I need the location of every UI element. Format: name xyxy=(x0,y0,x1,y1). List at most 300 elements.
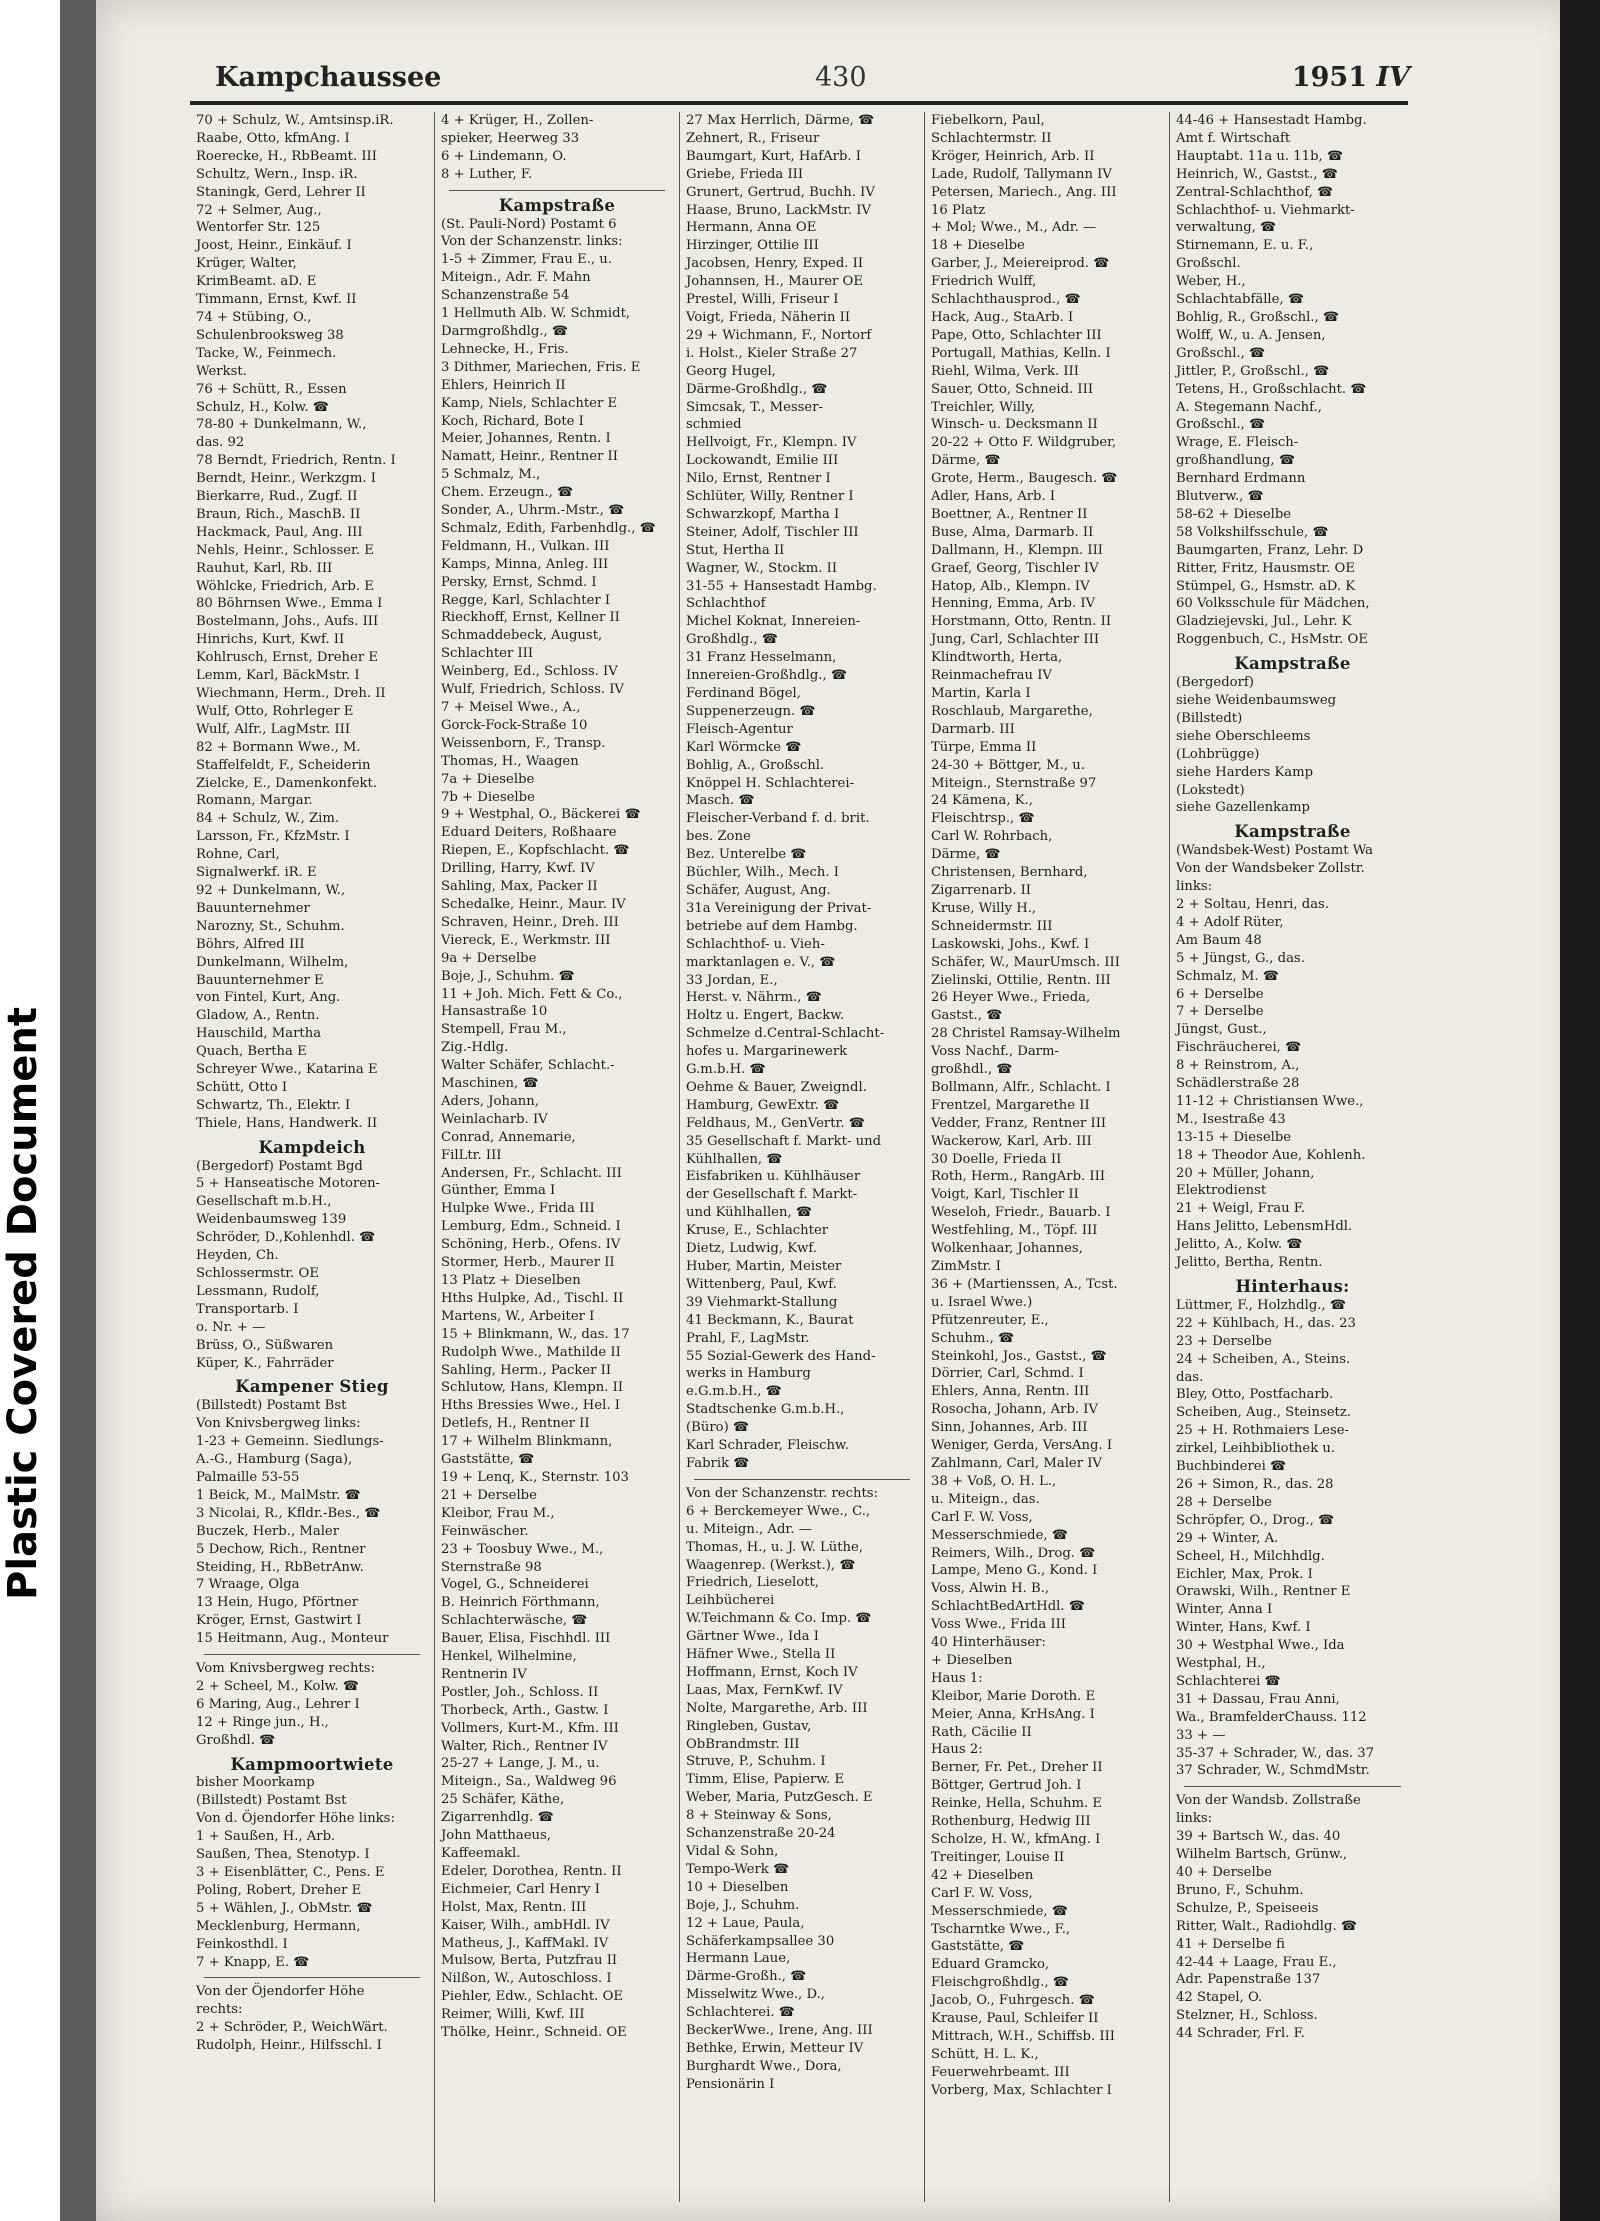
directory-entry: Lehnecke, H., Fris. xyxy=(441,341,569,357)
directory-entry: 28 Christel Ramsay-Wilhelm xyxy=(931,1026,1121,1042)
directory-entry: Werkst. xyxy=(196,363,247,379)
directory-entry: ObBrandmstr. III xyxy=(686,1736,800,1752)
directory-entry: Karl Wörmcke ☎ xyxy=(686,739,802,755)
directory-entry: Kleibor, Frau M., xyxy=(441,1505,555,1521)
directory-entry: 16 Platz xyxy=(931,202,986,218)
directory-entry: Amt f. Wirtschaft xyxy=(1176,130,1291,146)
directory-entry: Ritter, Fritz, Hausmstr. OE xyxy=(1176,560,1355,576)
directory-entry: Rothenburg, Hedwig III xyxy=(931,1814,1091,1830)
directory-entry: Wrage, E. Fleisch- xyxy=(1176,435,1299,451)
header-page-number: 430 xyxy=(815,62,867,93)
directory-entry: Lampe, Meno G., Kond. I xyxy=(931,1563,1098,1579)
directory-entry: Bierkarre, Rud., Zugf. II xyxy=(196,489,358,505)
directory-entry: Bley, Otto, Postfacharb. xyxy=(1176,1387,1334,1403)
directory-entry: 11-12 + Christiansen Wwe., xyxy=(1176,1093,1364,1109)
directory-entry: Gladow, A., Rentn. xyxy=(196,1008,320,1024)
directory-entry: 13 Platz + Dieselben xyxy=(441,1273,581,1288)
directory-entry: Schwarzkopf, Martha I xyxy=(686,506,840,522)
directory-entry: Elektrodienst xyxy=(1176,1183,1267,1199)
directory-entry: Messerschmiede, ☎ xyxy=(931,1527,1069,1543)
directory-entry: Fleischtrsp., ☎ xyxy=(931,811,1035,827)
directory-entry: Tempo-Werk ☎ xyxy=(686,1861,790,1877)
directory-entry: Schultz, Wern., Insp. iR. xyxy=(196,166,358,182)
directory-entry: 6 + Derselbe xyxy=(1176,986,1264,1002)
directory-entry: Schlachthof- u. Viehmarkt- xyxy=(1176,202,1355,218)
directory-entry: Bollmann, Alfr., Schlacht. I xyxy=(931,1079,1111,1095)
directory-entry: (Bergedorf) xyxy=(1176,675,1254,691)
directory-entry: Voss Nachf., Darm- xyxy=(931,1044,1059,1060)
directory-entry: Gaststätte, ☎ xyxy=(931,1939,1025,1955)
directory-entry: Großschl., ☎ xyxy=(1176,417,1266,433)
directory-entry: Roschlaub, Margarethe, xyxy=(931,703,1093,719)
directory-entry: Friedrich Wulff, xyxy=(931,274,1037,290)
directory-entry: Von der Öjendorfer Höhe xyxy=(196,1984,365,2000)
directory-entry: Fleischer-Verband f. d. brit. xyxy=(686,811,870,827)
directory-entry: 24 Kämena, K., xyxy=(931,793,1033,809)
directory-entry: 7 + Derselbe xyxy=(1176,1004,1264,1020)
column-4 xyxy=(925,112,1170,2202)
directory-entry: spieker, Heerweg 33 xyxy=(441,130,580,146)
directory-entry: Vidal & Sohn, xyxy=(686,1844,779,1859)
directory-entry: Darmgroßhdlg., ☎ xyxy=(441,323,569,339)
directory-entry: Martens, W., Arbeiter I xyxy=(441,1308,595,1324)
directory-entry: 30 + Westphal Wwe., Ida xyxy=(1176,1638,1345,1654)
directory-entry: Wagner, W., Stockm. II xyxy=(686,560,838,576)
directory-entry: Sahling, Max, Packer II xyxy=(441,879,598,895)
directory-entry: Schuhm., ☎ xyxy=(931,1330,1015,1346)
directory-entry: 76 + Schütt, R., Essen xyxy=(196,381,347,397)
directory-entry: Hths Hulpke, Ad., Tischl. II xyxy=(441,1290,624,1306)
directory-entry: Joost, Heinr., Einkäuf. I xyxy=(196,238,352,254)
directory-entry: Kröger, Heinrich, Arb. II xyxy=(931,148,1095,164)
directory-entry: + Dieselben xyxy=(931,1652,1013,1668)
directory-entry: Treitinger, Louise II xyxy=(931,1849,1065,1865)
directory-entry: Carl F. W. Voss, xyxy=(931,1509,1033,1525)
directory-entry: Friedrich, Lieselott, xyxy=(686,1575,820,1591)
directory-entry: Vom Knivsbergweg rechts: xyxy=(196,1661,375,1677)
directory-entry: Schlachterei ☎ xyxy=(1176,1673,1281,1689)
directory-entry: bisher Moorkamp xyxy=(196,1775,315,1791)
street-heading: Kampstraße xyxy=(1234,654,1351,674)
directory-entry: 15 Heitmann, Aug., Monteur xyxy=(196,1631,389,1647)
directory-entry: Wilhelm Bartsch, Grünw., xyxy=(1176,1847,1348,1863)
directory-entry: Schütt, H. L. K., xyxy=(931,2046,1039,2062)
directory-entry: 33 Jordan, E., xyxy=(686,972,778,988)
directory-entry: Stelzner, H., Schloss. xyxy=(1176,2008,1318,2024)
directory-entry: Voss, Alwin H. B., xyxy=(931,1581,1050,1597)
directory-entry: Voigt, Karl, Tischler II xyxy=(931,1187,1079,1203)
directory-entry: das. 92 xyxy=(196,435,245,451)
directory-entry: Krause, Paul, Schleifer II xyxy=(931,2011,1099,2027)
directory-entry: Michel Koknat, Innereien- xyxy=(686,614,861,630)
directory-entry: 22 + Kühlbach, H., das. 23 xyxy=(1176,1315,1356,1331)
directory-entry: Stormer, Herb., Maurer II xyxy=(441,1255,615,1271)
directory-entry: 78-80 + Dunkelmann, W., xyxy=(196,417,367,433)
directory-entry: Grote, Herm., Baugesch. ☎ xyxy=(931,471,1118,487)
directory-entry: Jacobsen, Henry, Exped. II xyxy=(686,256,864,272)
directory-entry: Lessmann, Rudolf, xyxy=(196,1283,320,1299)
directory-entry: Eichmeier, Carl Henry I xyxy=(441,1881,600,1897)
directory-entry: Hans Jelitto, LebensmHdl. xyxy=(1176,1219,1353,1235)
header-part: IV xyxy=(1376,62,1410,93)
directory-entry: Zig.-Hdlg. xyxy=(441,1040,509,1056)
directory-entry: Prahl, F., LagMstr. xyxy=(686,1330,810,1346)
directory-entry: Reimers, Wilh., Drog. ☎ xyxy=(931,1545,1096,1561)
directory-entry: Hauptabt. 11a u. 11b, ☎ xyxy=(1176,148,1344,164)
directory-entry: 7 Wraage, Olga xyxy=(196,1577,300,1593)
directory-entry: Schmalz, M. ☎ xyxy=(1176,968,1280,984)
directory-entry: 4 + Krüger, H., Zollen- xyxy=(441,113,594,128)
directory-entry: KrimBeamt. aD. E xyxy=(196,274,317,290)
directory-entry: 19 + Lenq, K., Sternstr. 103 xyxy=(441,1469,629,1485)
directory-entry: Kohlrusch, Ernst, Dreher E xyxy=(196,650,378,666)
directory-entry: Kruse, Willy H., xyxy=(931,900,1037,916)
directory-entry: Schröpfer, O., Drog., ☎ xyxy=(1176,1512,1335,1528)
directory-entry: 70 + Schulz, W., Amtsinsp.iR. xyxy=(196,113,394,128)
directory-entry: Baumgart, Kurt, HafArb. I xyxy=(686,148,861,164)
directory-entry: 15 + Blinkmann, W., das. 17 xyxy=(441,1326,630,1342)
directory-entry: Saußen, Thea, Stenotyp. I xyxy=(196,1847,370,1863)
directory-entry: Adr. Papenstraße 137 xyxy=(1176,1972,1321,1988)
directory-entry: Roerecke, H., RbBeamt. III xyxy=(196,148,377,164)
directory-entry: Winsch- u. Decksmann II xyxy=(931,417,1098,433)
directory-entry: Hths Bressies Wwe., Hel. I xyxy=(441,1398,620,1414)
directory-entry: Rauhut, Karl, Rb. III xyxy=(196,560,333,576)
directory-entry: Hellvoigt, Fr., Klempn. IV xyxy=(686,435,857,451)
directory-entry: 42-44 + Laage, Frau E., xyxy=(1176,1954,1337,1970)
directory-entry: Ringleben, Gustav, xyxy=(686,1718,812,1734)
directory-entry: Gaststätte, ☎ xyxy=(441,1452,535,1468)
directory-entry: Schlachtermstr. II xyxy=(931,130,1052,146)
directory-entry: Frentzel, Margarethe II xyxy=(931,1097,1090,1113)
directory-entry: Holst, Max, Rentn. III xyxy=(441,1899,587,1915)
directory-entry: Bostelmann, Johs., Aufs. III xyxy=(196,614,379,630)
directory-entry: Matheus, J., KaffMakl. IV xyxy=(441,1935,609,1951)
directory-entry: Signalwerkf. iR. E xyxy=(196,865,317,881)
directory-entry: Sahling, Herm., Packer II xyxy=(441,1362,612,1378)
directory-entry: Schmaddebeck, August, xyxy=(441,628,603,644)
directory-entry: Walter, Rich., Rentner IV xyxy=(441,1738,608,1754)
directory-entry: Feinwäscher. xyxy=(441,1523,529,1539)
directory-entry: Thiele, Hans, Handwerk. II xyxy=(196,1115,378,1131)
directory-entry: 5 + Jüngst, G., das. xyxy=(1176,950,1305,966)
header-year xyxy=(1292,62,1410,93)
directory-entry: Wittenberg, Paul, Kwf. xyxy=(686,1276,837,1292)
directory-entry: von Fintel, Kurt, Ang. xyxy=(196,990,341,1006)
directory-entry: Zigarrenarb. II xyxy=(931,882,1032,898)
directory-entry: Küper, K., Fahrräder xyxy=(196,1355,334,1371)
directory-entry: 1 Beick, M., MalMstr. ☎ xyxy=(196,1487,361,1503)
directory-entry: 38 + Voß, O. H. L., xyxy=(931,1473,1057,1489)
directory-entry: Rieckhoff, Ernst, Kellner II xyxy=(441,610,620,626)
directory-entry: Miteign., Adr. F. Mahn xyxy=(441,270,591,286)
directory-entry: i. Holst., Kieler Straße 27 xyxy=(686,345,858,361)
directory-entry: 31 Franz Hesselmann, xyxy=(686,650,837,666)
street-heading: Kampstraße xyxy=(498,195,616,215)
directory-entry: Haus 2: xyxy=(931,1742,983,1758)
directory-entry: Conrad, Annemarie, xyxy=(441,1129,576,1145)
directory-entry: Dörrier, Carl, Schmd. I xyxy=(931,1366,1084,1382)
directory-entry: Piehler, Edw., Schlacht. OE xyxy=(441,1989,624,2005)
directory-entry: 7 + Knapp, E. ☎ xyxy=(196,1954,310,1970)
directory-entry: Winter, Hans, Kwf. I xyxy=(1176,1620,1311,1636)
directory-entry: Hinrichs, Kurt, Kwf. II xyxy=(196,632,345,648)
directory-entry: Struve, P., Schuhm. I xyxy=(686,1754,826,1770)
directory-entry: Schlachthausprod., ☎ xyxy=(931,292,1081,308)
directory-entry: großhandlung, ☎ xyxy=(1176,453,1296,469)
directory-entry: 72 + Selmer, Aug., xyxy=(196,202,322,218)
directory-entry: Weseloh, Friedr., Bauarb. I xyxy=(931,1205,1111,1221)
directory-entry: Fleisch-Agentur xyxy=(686,721,793,737)
directory-entry: Steiding, H., RbBetrAnw. xyxy=(196,1559,364,1575)
directory-entry: Hirzinger, Ottilie III xyxy=(686,238,819,254)
directory-entry: Henkel, Wilhelmine, xyxy=(441,1649,577,1665)
directory-entry: schmied xyxy=(686,417,742,433)
directory-entry: 31-55 + Hansestadt Hambg. xyxy=(686,578,877,594)
directory-entry: Quach, Bertha E xyxy=(196,1044,307,1060)
directory-entry: Tscharntke Wwe., F., xyxy=(931,1921,1071,1937)
directory-entry: Oehme & Bauer, Zweigndl. xyxy=(686,1079,867,1095)
directory-entry: Schanzenstraße 54 xyxy=(441,288,570,304)
street-heading: Kampstraße xyxy=(1234,822,1351,842)
directory-entry: 3 + Eisenblätter, C., Pens. E xyxy=(196,1865,385,1880)
directory-entry: Postler, Joh., Schloss. II xyxy=(441,1684,599,1700)
directory-entry: Hulpke Wwe., Frida III xyxy=(441,1201,595,1217)
directory-entry: Großhdl. ☎ xyxy=(196,1732,276,1748)
directory-entry: Prestel, Willi, Friseur I xyxy=(686,292,839,308)
directory-entry: Schlachterei. ☎ xyxy=(686,2005,796,2021)
directory-entry: Namatt, Heinr., Rentner II xyxy=(441,449,618,465)
directory-entry: 8 + Luther, F. xyxy=(441,166,533,182)
directory-entry: Hack, Aug., StaArb. I xyxy=(931,309,1074,325)
directory-entry: Johannsen, H., Maurer OE xyxy=(686,274,863,290)
directory-entry: Pfützenreuter, E., xyxy=(931,1312,1049,1328)
directory-entry: Kaiser, Wilh., ambHdl. IV xyxy=(441,1917,610,1933)
directory-entry: G.m.b.H. ☎ xyxy=(686,1062,766,1078)
directory-entry: Griebe, Frieda III xyxy=(686,166,804,182)
directory-entry: Walter Schäfer, Schlacht.- xyxy=(441,1058,615,1074)
directory-entry: Boje, J., Schuhm. xyxy=(686,1897,800,1913)
side-label: Plastic Covered Document xyxy=(0,1006,46,1600)
directory-entry: Bohlig, R., Großschl., ☎ xyxy=(1176,309,1340,325)
directory-entry: Boje, J., Schuhm. ☎ xyxy=(441,968,575,984)
directory-entry: Zigarrenhdlg. ☎ xyxy=(441,1810,554,1826)
directory-entry: 92 + Dunkelmann, W., xyxy=(196,882,346,898)
directory-entry: Feuerwehrbeamt. III xyxy=(931,2064,1070,2080)
directory-entry: Fleischgroßhdlg., ☎ xyxy=(931,1975,1070,1991)
directory-entry: Fiebelkorn, Paul, xyxy=(931,113,1045,128)
column-2 xyxy=(435,112,680,2202)
directory-entry: Ehlers, Heinrich II xyxy=(441,377,566,393)
directory-entry: 11 + Joh. Mich. Fett & Co., xyxy=(441,986,623,1002)
directory-entry: (Bergedorf) Postamt Bgd xyxy=(196,1158,363,1174)
directory-entry: Wulf, Otto, Rohrleger E xyxy=(196,703,354,719)
directory-entry: Timm, Elise, Papierw. E xyxy=(686,1772,845,1788)
directory-entry: (Billstedt) Postamt Bst xyxy=(196,1398,347,1414)
directory-entry: 24-30 + Böttger, M., u. xyxy=(931,757,1085,773)
directory-entry: 82 + Bormann Wwe., M. xyxy=(196,739,361,755)
directory-entry: Kaffeemakl. xyxy=(441,1846,521,1861)
directory-entry: Schlachterwäsche, ☎ xyxy=(441,1613,588,1629)
directory-entry: betriebe auf dem Hambg. xyxy=(686,918,858,934)
directory-entry: Zehnert, R., Friseur xyxy=(686,130,820,146)
directory-entry: Edeler, Dorothea, Rentn. II xyxy=(441,1863,622,1879)
directory-entry: Carl W. Rohrbach, xyxy=(931,829,1053,845)
directory-entry: Stadtschenke G.m.b.H., xyxy=(686,1402,845,1418)
directory-entry: Weber, H., xyxy=(1176,274,1246,290)
directory-entry: Narozny, St., Schuhm. xyxy=(196,918,345,934)
directory-entry: 4 + Adolf Rüter, xyxy=(1176,914,1284,930)
directory-entry: 3 Nicolai, R., Kfldr.-Bes., ☎ xyxy=(196,1505,381,1521)
directory-entry: Nehls, Heinr., Schlosser. E xyxy=(196,542,374,558)
directory-entry: 1-5 + Zimmer, Frau E., u. xyxy=(441,252,612,268)
directory-entry: Zielinski, Ottilie, Rentn. III xyxy=(931,972,1111,988)
directory-entry: 39 + Bartsch W., das. 40 xyxy=(1176,1829,1341,1845)
directory-entry: Großschl., ☎ xyxy=(1176,345,1266,361)
directory-entry: Chem. Erzeugn., ☎ xyxy=(441,485,574,501)
directory-entry: 12 + Laue, Paula, xyxy=(686,1915,805,1931)
directory-entry: Schanzenstraße 20-24 xyxy=(686,1826,836,1842)
directory-entry: 40 Hinterhäuser: xyxy=(931,1635,1046,1651)
directory-entry: 13-15 + Dieselbe xyxy=(1176,1129,1292,1145)
directory-entry: Leihbücherei xyxy=(686,1593,775,1609)
directory-entry: Graef, Georg, Tischler IV xyxy=(931,560,1099,576)
directory-entry: Pensionärin I xyxy=(686,2076,775,2092)
directory-entry: Simcsak, T., Messer- xyxy=(686,399,823,415)
directory-entry: Voigt, Frieda, Näherin II xyxy=(686,309,851,325)
directory-entry: Jelitto, A., Kolw. ☎ xyxy=(1176,1237,1303,1253)
directory-entry: Türpe, Emma II xyxy=(931,739,1037,755)
directory-entry: Weinlacharb. IV xyxy=(441,1111,548,1127)
directory-entry: Wulf, Friedrich, Schloss. IV xyxy=(441,682,624,698)
directory-entry: Carl F. W. Voss, xyxy=(931,1885,1033,1901)
directory-entry: Knöppel H. Schlachterei- xyxy=(686,775,855,791)
directory-entry: 27 Max Herrlich, Därme, ☎ xyxy=(686,113,875,128)
directory-entry: Bauunternehmer xyxy=(196,900,310,916)
directory-entry: Schmelze d.Central-Schlacht- xyxy=(686,1026,885,1042)
directory-entry: 6 + Berckemeyer Wwe., C., xyxy=(686,1503,871,1519)
directory-entry: Wiechmann, Herm., Dreh. II xyxy=(196,686,386,701)
directory-entry: Petersen, Mariech., Ang. III xyxy=(931,184,1117,200)
directory-entry: Aders, Johann, xyxy=(441,1093,539,1109)
directory-entry: A. Stegemann Nachf., xyxy=(1176,399,1322,415)
directory-entry: Zentral-Schlachthof, ☎ xyxy=(1176,184,1334,200)
directory-entry: Schulenbrooksweg 38 xyxy=(196,327,344,343)
directory-entry: Nilo, Ernst, Rentner I xyxy=(686,471,831,487)
directory-entry: 37 Schrader, W., SchmdMstr. xyxy=(1176,1763,1370,1779)
directory-entry: 6 + Lindemann, O. xyxy=(441,148,567,164)
directory-entry: Roggenbuch, C., HsMstr. OE xyxy=(1176,632,1368,648)
directory-entry: Lüttmer, F., Holzhdlg., ☎ xyxy=(1176,1297,1347,1313)
directory-entry: Reinmachefrau IV xyxy=(931,668,1052,684)
directory-entry: Eichler, Max, Prok. I xyxy=(1176,1566,1313,1582)
directory-entry: großhdl., ☎ xyxy=(931,1062,1013,1078)
directory-entry: Hauschild, Martha xyxy=(196,1026,322,1042)
directory-entry: 31a Vereinigung der Privat- xyxy=(686,900,872,916)
directory-entry: hofes u. Margarinewerk xyxy=(686,1044,848,1060)
directory-entry: Kühlhallen, ☎ xyxy=(686,1151,783,1167)
directory-entry: 33 + — xyxy=(1176,1727,1226,1743)
directory-entry: 18 + Theodor Aue, Kohlenh. xyxy=(1176,1147,1366,1163)
directory-entry: siehe Weidenbaumsweg xyxy=(1176,693,1337,708)
directory-entry: 12 + Ringe jun., H., xyxy=(196,1714,329,1730)
directory-entry: 41 Beckmann, K., Baurat xyxy=(686,1312,854,1328)
directory-entry: Hamburg, GewExtr. ☎ xyxy=(686,1097,840,1113)
directory-entry: Grunert, Gertrud, Buchh. IV xyxy=(686,184,875,200)
directory-entry: Lemm, Karl, BäckMstr. I xyxy=(196,668,360,684)
directory-entry: Koch, Richard, Bote I xyxy=(441,413,584,429)
directory-entry: 6 Maring, Aug., Lehrer I xyxy=(196,1696,360,1712)
directory-entry: Von d. Öjendorfer Höhe links: xyxy=(196,1811,395,1827)
directory-entry: Jacob, O., Fuhrgesch. ☎ xyxy=(931,1993,1096,2009)
directory-entry: Schreyer Wwe., Katarina E xyxy=(196,1062,378,1078)
directory-entry: Schäfer, August, Ang. xyxy=(686,882,831,898)
directory-entry: Ehlers, Anna, Rentn. III xyxy=(931,1384,1090,1400)
directory-entry: Schlachter III xyxy=(441,646,534,662)
directory-entry: 55 Sozial-Gewerk des Hand- xyxy=(686,1348,876,1364)
directory-entry: 23 + Toosbuy Wwe., M., xyxy=(441,1541,604,1557)
directory-entry: Hermann Laue, xyxy=(686,1951,791,1967)
directory-entry: Raabe, Otto, kfmAng. I xyxy=(196,130,350,146)
directory-entry: siehe Harders Kamp xyxy=(1176,764,1314,780)
directory-entry: Weber, Maria, PutzGesch. E xyxy=(686,1790,873,1806)
directory-entry: M., Isestraße 43 xyxy=(1176,1111,1286,1127)
directory-entry: (Büro) ☎ xyxy=(686,1420,750,1436)
header-street: Kampchaussee xyxy=(215,62,442,93)
directory-entry: 13 Hein, Hugo, Pförtner xyxy=(196,1595,359,1611)
directory-entry: Weinberg, Ed., Schloss. IV xyxy=(441,664,618,680)
directory-entry: Staffelfeldt, F., Scheiderin xyxy=(196,757,371,773)
directory-entry: Schraven, Heinr., Dreh. III xyxy=(441,914,619,930)
directory-entry: Heinrich, W., Gastst., ☎ xyxy=(1176,166,1339,182)
directory-entry: marktanlagen e. V., ☎ xyxy=(686,954,836,970)
directory-entry: Staningk, Gerd, Lehrer II xyxy=(196,184,366,200)
directory-entry: Thomas, H., u. J. W. Lüthe, xyxy=(686,1539,864,1555)
directory-entry: Sternstraße 98 xyxy=(441,1559,542,1575)
directory-entry: Stümpel, G., Hsmstr. aD. K xyxy=(1176,578,1356,594)
directory-entry: u. Israel Wwe.) xyxy=(931,1294,1033,1310)
directory-entry: siehe Gazellenkamp xyxy=(1176,800,1310,816)
directory-entry: Scheiben, Aug., Steinsetz. xyxy=(1176,1405,1351,1421)
directory-entry: Wa., BramfelderChauss. 112 xyxy=(1176,1709,1367,1725)
directory-entry: siehe Oberschleems xyxy=(1176,728,1311,744)
directory-entry: Holtz u. Engert, Backw. xyxy=(686,1008,845,1024)
directory-entry: Lade, Rudolf, Tallymann IV xyxy=(931,166,1112,182)
directory-entry: Orawski, Wilh., Rentner E xyxy=(1176,1584,1351,1600)
directory-entry: 25-27 + Lange, J. M., u. xyxy=(441,1756,600,1772)
directory-entry: 23 + Derselbe xyxy=(1176,1333,1272,1349)
directory-entry: Ritter, Walt., Radiohdlg. ☎ xyxy=(1176,1918,1358,1934)
directory-entry: (Wandsbek-West) Postamt Wa xyxy=(1176,843,1374,859)
directory-entry: 29 + Winter, A. xyxy=(1176,1530,1279,1546)
directory-entry: Wentorfer Str. 125 xyxy=(196,220,321,236)
directory-entry: Weissenborn, F., Transp. xyxy=(441,735,606,751)
directory-entry: links: xyxy=(1176,1811,1213,1827)
directory-entry: 2 + Schröder, P., WeichWärt. xyxy=(196,2020,388,2036)
directory-entry: Blutverw., ☎ xyxy=(1176,489,1264,505)
directory-entry: Riepen, E., Kopfschlacht. ☎ xyxy=(441,843,630,859)
directory-entry: Westfehling, M., Töpf. III xyxy=(931,1223,1098,1239)
directory-entry: Laas, Max, FernKwf. IV xyxy=(686,1682,843,1698)
directory-entry: (Billstedt) xyxy=(1176,710,1243,726)
directory-entry: Rudolph, Heinr., Hilfsschl. I xyxy=(196,2038,382,2054)
directory-entry: 9 + Westphal, O., Bäckerei ☎ xyxy=(441,807,641,823)
directory-entry: Feinkosthdl. I xyxy=(196,1936,288,1952)
directory-entry: Klindtworth, Herta, xyxy=(931,650,1063,666)
header-rule xyxy=(190,101,1408,105)
directory-entry: Gastst., ☎ xyxy=(931,1008,1003,1024)
directory-entry: Sauer, Otto, Schneid. III xyxy=(931,381,1094,397)
